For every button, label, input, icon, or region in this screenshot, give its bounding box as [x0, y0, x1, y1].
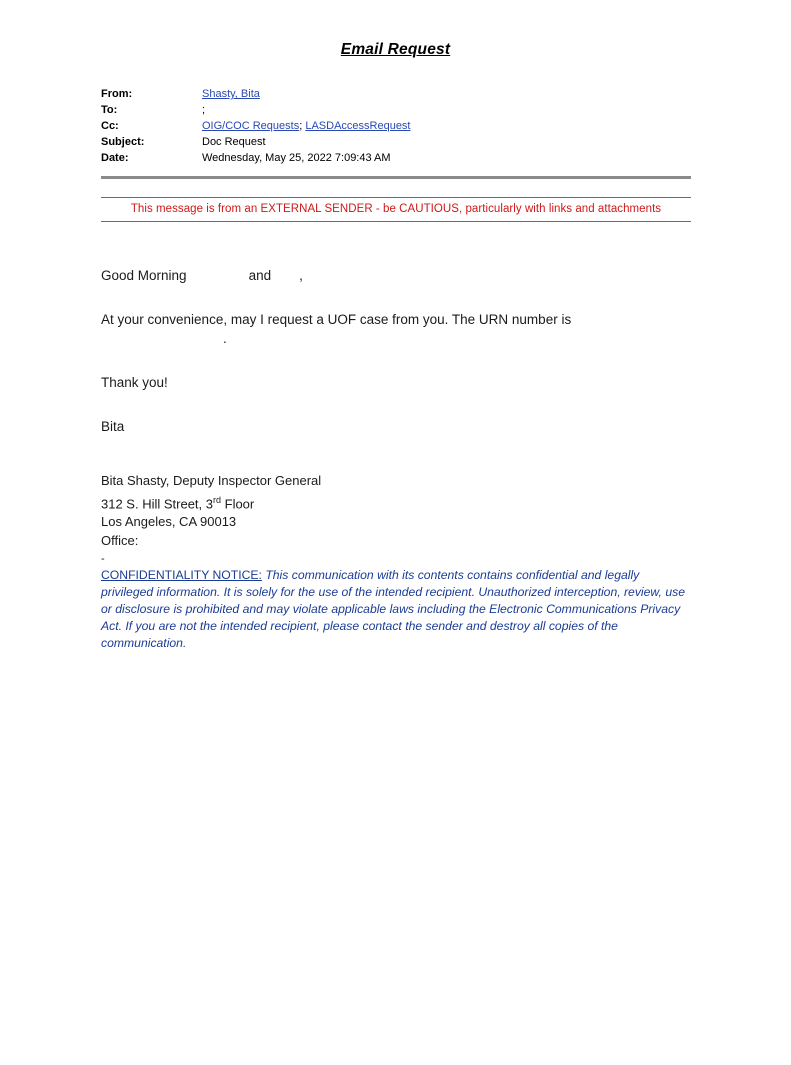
- email-document-page: [0, 41, 791, 1065]
- from-sender-link[interactable]: Shasty, Bita: [202, 88, 260, 100]
- signature-address-prefix: 312 S. Hill Street, 3: [101, 495, 213, 511]
- header-row-to: [101, 103, 411, 119]
- header-label-date: Date:: [101, 152, 129, 164]
- header-row-from: [101, 87, 411, 103]
- header-row-subject: [101, 135, 411, 151]
- signature-name-title: Bita Shasty, Deputy Inspector General: [101, 473, 322, 488]
- greeting-start: Good Morning: [101, 268, 187, 283]
- confidentiality-notice: [101, 567, 687, 652]
- email-header-block: [0, 87, 791, 167]
- confidentiality-notice-text: This communication with its contents contains confidential and legally privileged information. It is solely for the use of the intended recipient. Unauthorized interception, review, use or disclosure is prohibited and may violate applicable laws including the Electronic Communications Privacy Act. If you are not the intended recipient, please contact the sender and destroy all copies of the communication.: [101, 568, 685, 651]
- header-divider: [101, 176, 691, 179]
- header-value-from: [202, 87, 411, 103]
- cc-link-separator: ;: [299, 120, 306, 132]
- header-label-cc: Cc:: [101, 120, 119, 132]
- header-value-subject: Doc Request: [202, 136, 266, 148]
- signature-address-suffix: Floor: [221, 495, 255, 511]
- email-header-table: [101, 87, 411, 167]
- header-value-date: Wednesday, May 25, 2022 7:09:43 AM: [202, 152, 391, 164]
- external-sender-warning-banner: This message is from an EXTERNAL SENDER - be CAUTIOUS, particularly with links and attachments: [101, 197, 691, 222]
- header-row-date: [101, 151, 411, 167]
- body-greeting: [101, 266, 691, 285]
- header-value-to: ;: [202, 104, 206, 116]
- header-label-to: To:: [101, 104, 118, 116]
- signature-office: Office:: [101, 532, 139, 548]
- email-body: [101, 266, 691, 652]
- signature-dash: -: [101, 553, 105, 566]
- body-thanks: Thank you!: [101, 375, 168, 390]
- signature-block: [101, 472, 691, 565]
- header-value-cc: [202, 119, 411, 135]
- greeting-and: and: [248, 268, 272, 283]
- signature-address-ordinal: rd: [213, 494, 222, 505]
- request-line-end: .: [223, 331, 227, 346]
- signature-address: [101, 491, 691, 514]
- request-line-start: At your convenience, may I request a UOF case from you. The URN number is: [101, 312, 572, 327]
- signature-city-state-zip: Los Angeles, CA 90013: [101, 514, 237, 530]
- body-signoff: Bita: [101, 419, 125, 434]
- cc-link-lasd-access-request[interactable]: LASDAccessRequest: [305, 120, 411, 132]
- cc-link-oig-coc-requests[interactable]: OIG/COC Requests: [202, 120, 300, 132]
- confidentiality-notice-label: CONFIDENTIALITY NOTICE:: [101, 568, 262, 583]
- greeting-end: ,: [299, 268, 303, 283]
- header-row-cc: [101, 119, 411, 135]
- header-label-subject: Subject:: [101, 136, 145, 148]
- body-request-line: [101, 310, 691, 348]
- page-title: Email Request: [340, 41, 451, 58]
- header-label-from: From:: [101, 88, 133, 100]
